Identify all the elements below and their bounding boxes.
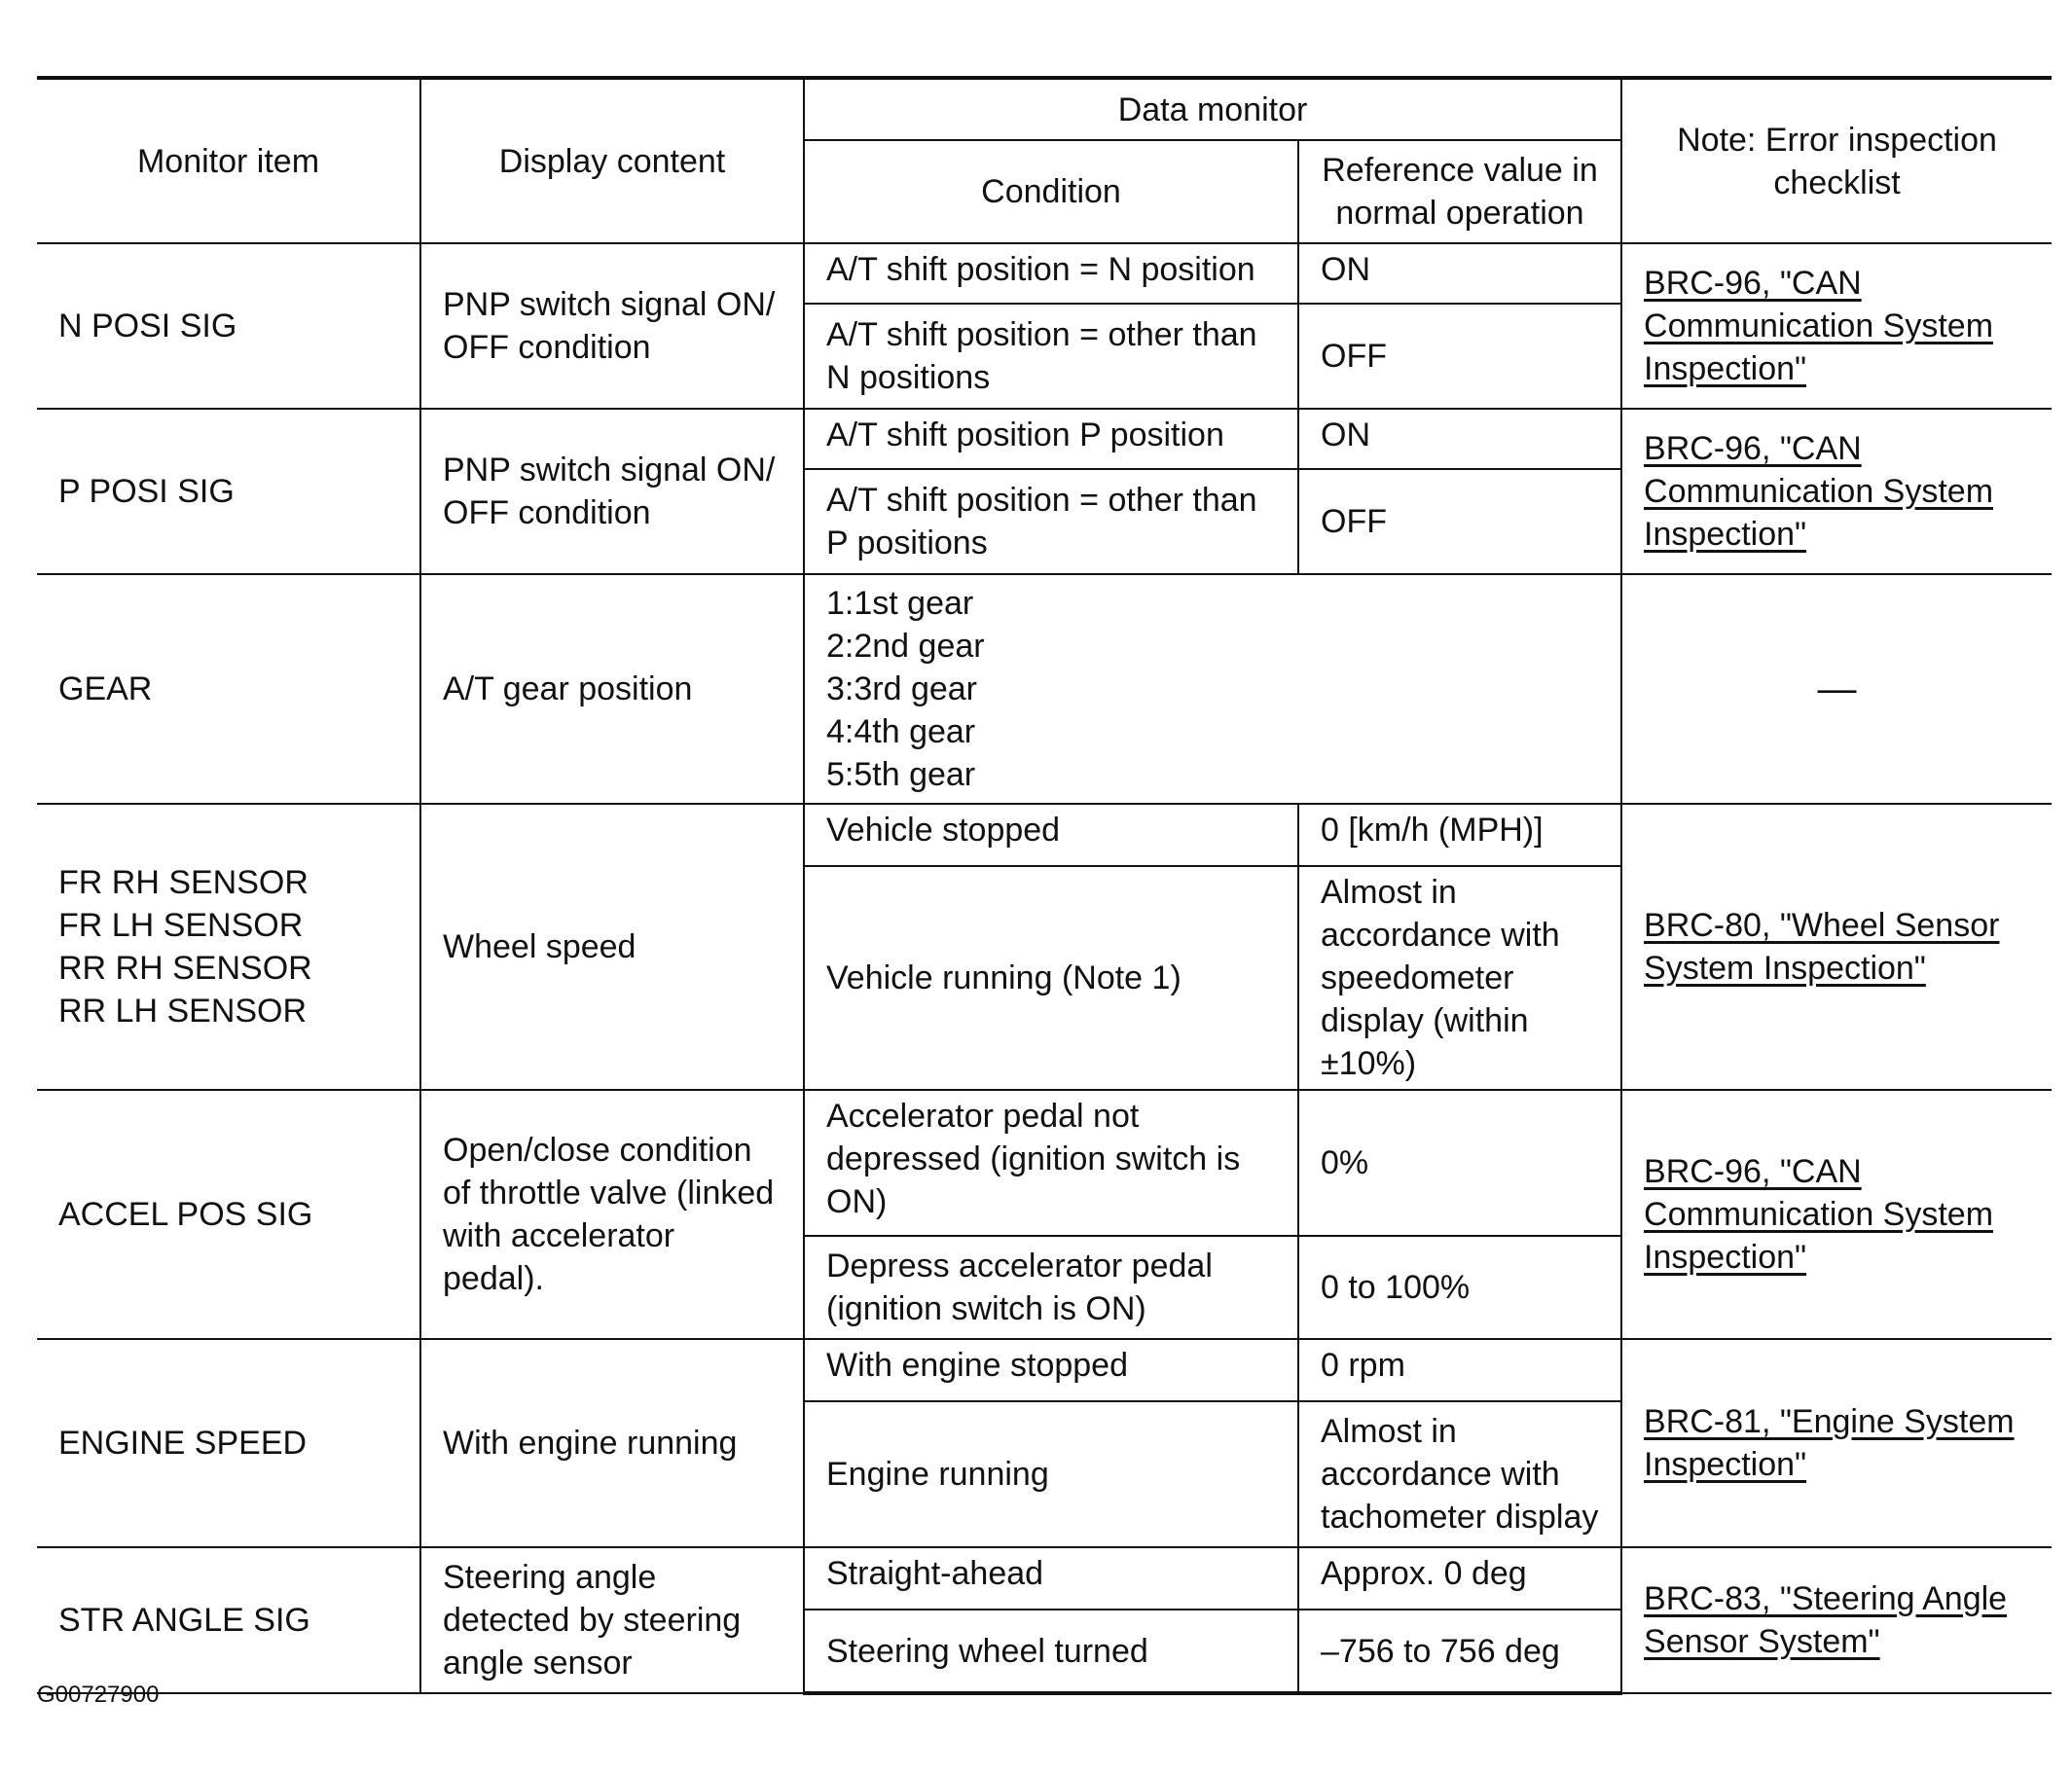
condition-wheel-2: Vehicle running (Note 1) bbox=[804, 866, 1298, 1090]
condition-n-posi-1: A/T shift position = N position bbox=[804, 243, 1298, 304]
header-note: Note: Error inspection checklist bbox=[1621, 78, 2052, 243]
note-link-engine[interactable]: BRC-81, "Engine System Inspection" bbox=[1621, 1339, 2052, 1547]
header-monitor-item: Monitor item bbox=[37, 78, 420, 243]
gear-values: 1:1st gear 2:2nd gear 3:3rd gear 4:4th gear 5:5th gear bbox=[804, 574, 1621, 804]
monitor-item-engine: ENGINE SPEED bbox=[37, 1339, 420, 1547]
condition-engine-2: Engine running bbox=[804, 1401, 1298, 1547]
note-link-n-posi[interactable]: BRC-96, "CAN Communication System Inspection" bbox=[1621, 243, 2052, 409]
figure-code: G00727900 bbox=[37, 1682, 160, 1708]
monitor-item-p-posi: P POSI SIG bbox=[37, 409, 420, 574]
display-content-n-posi: PNP switch signal ON/ OFF condition bbox=[420, 243, 804, 409]
condition-accel-2: Depress accelerator pedal (ignition switch is ON) bbox=[804, 1236, 1298, 1339]
reference-accel-1: 0% bbox=[1298, 1090, 1621, 1236]
display-content-gear: A/T gear position bbox=[420, 574, 804, 804]
condition-str-2: Steering wheel turned bbox=[804, 1610, 1298, 1693]
display-content-engine: With engine running bbox=[420, 1339, 804, 1547]
display-content-p-posi: PNP switch signal ON/ OFF condition bbox=[420, 409, 804, 574]
reference-accel-2: 0 to 100% bbox=[1298, 1236, 1621, 1339]
note-link-p-posi[interactable]: BRC-96, "CAN Communication System Inspection" bbox=[1621, 409, 2052, 574]
monitor-item-n-posi: N POSI SIG bbox=[37, 243, 420, 409]
monitor-items-table bbox=[37, 76, 2052, 1695]
display-content-accel: Open/close condition of throttle valve (linked with accelerator pedal). bbox=[420, 1090, 804, 1339]
header-reference-value: Reference value in normal operation bbox=[1298, 140, 1621, 243]
condition-wheel-1: Vehicle stopped bbox=[804, 804, 1298, 866]
display-content-wheel: Wheel speed bbox=[420, 804, 804, 1090]
display-content-str: Steering angle detected by steering angle sensor bbox=[420, 1547, 804, 1693]
note-link-wheel[interactable]: BRC-80, "Wheel Sensor System Inspection" bbox=[1621, 804, 2052, 1090]
condition-engine-1: With engine stopped bbox=[804, 1339, 1298, 1401]
reference-wheel-2: Almost in accordance with speedometer display (within ±10%) bbox=[1298, 866, 1621, 1090]
header-data-monitor: Data monitor bbox=[804, 78, 1621, 140]
reference-n-posi-1: ON bbox=[1298, 243, 1621, 304]
reference-p-posi-1: ON bbox=[1298, 409, 1621, 469]
monitor-item-str: STR ANGLE SIG bbox=[37, 1547, 420, 1693]
monitor-item-gear: GEAR bbox=[37, 574, 420, 804]
reference-n-posi-2: OFF bbox=[1298, 304, 1621, 409]
condition-str-1: Straight-ahead bbox=[804, 1547, 1298, 1610]
note-gear-dash: — bbox=[1621, 574, 2052, 804]
monitor-item-accel: ACCEL POS SIG bbox=[37, 1090, 420, 1339]
condition-accel-1: Accelerator pedal not depressed (ignition switch is ON) bbox=[804, 1090, 1298, 1236]
reference-str-1: Approx. 0 deg bbox=[1298, 1547, 1621, 1610]
condition-p-posi-2: A/T shift position = other than P positions bbox=[804, 469, 1298, 574]
condition-n-posi-2: A/T shift position = other than N positions bbox=[804, 304, 1298, 409]
monitor-item-wheel-sensors: FR RH SENSOR FR LH SENSOR RR RH SENSOR RR LH SENSOR bbox=[37, 804, 420, 1090]
reference-p-posi-2: OFF bbox=[1298, 469, 1621, 574]
reference-engine-1: 0 rpm bbox=[1298, 1339, 1621, 1401]
reference-wheel-1: 0 [km/h (MPH)] bbox=[1298, 804, 1621, 866]
header-display-content: Display content bbox=[420, 78, 804, 243]
header-condition: Condition bbox=[804, 140, 1298, 243]
condition-p-posi-1: A/T shift position P position bbox=[804, 409, 1298, 469]
note-link-accel[interactable]: BRC-96, "CAN Communication System Inspection" bbox=[1621, 1090, 2052, 1339]
reference-engine-2: Almost in accordance with tachometer display bbox=[1298, 1401, 1621, 1547]
reference-str-2: –756 to 756 deg bbox=[1298, 1610, 1621, 1693]
note-link-str[interactable]: BRC-83, "Steering Angle Sensor System" bbox=[1621, 1547, 2052, 1693]
